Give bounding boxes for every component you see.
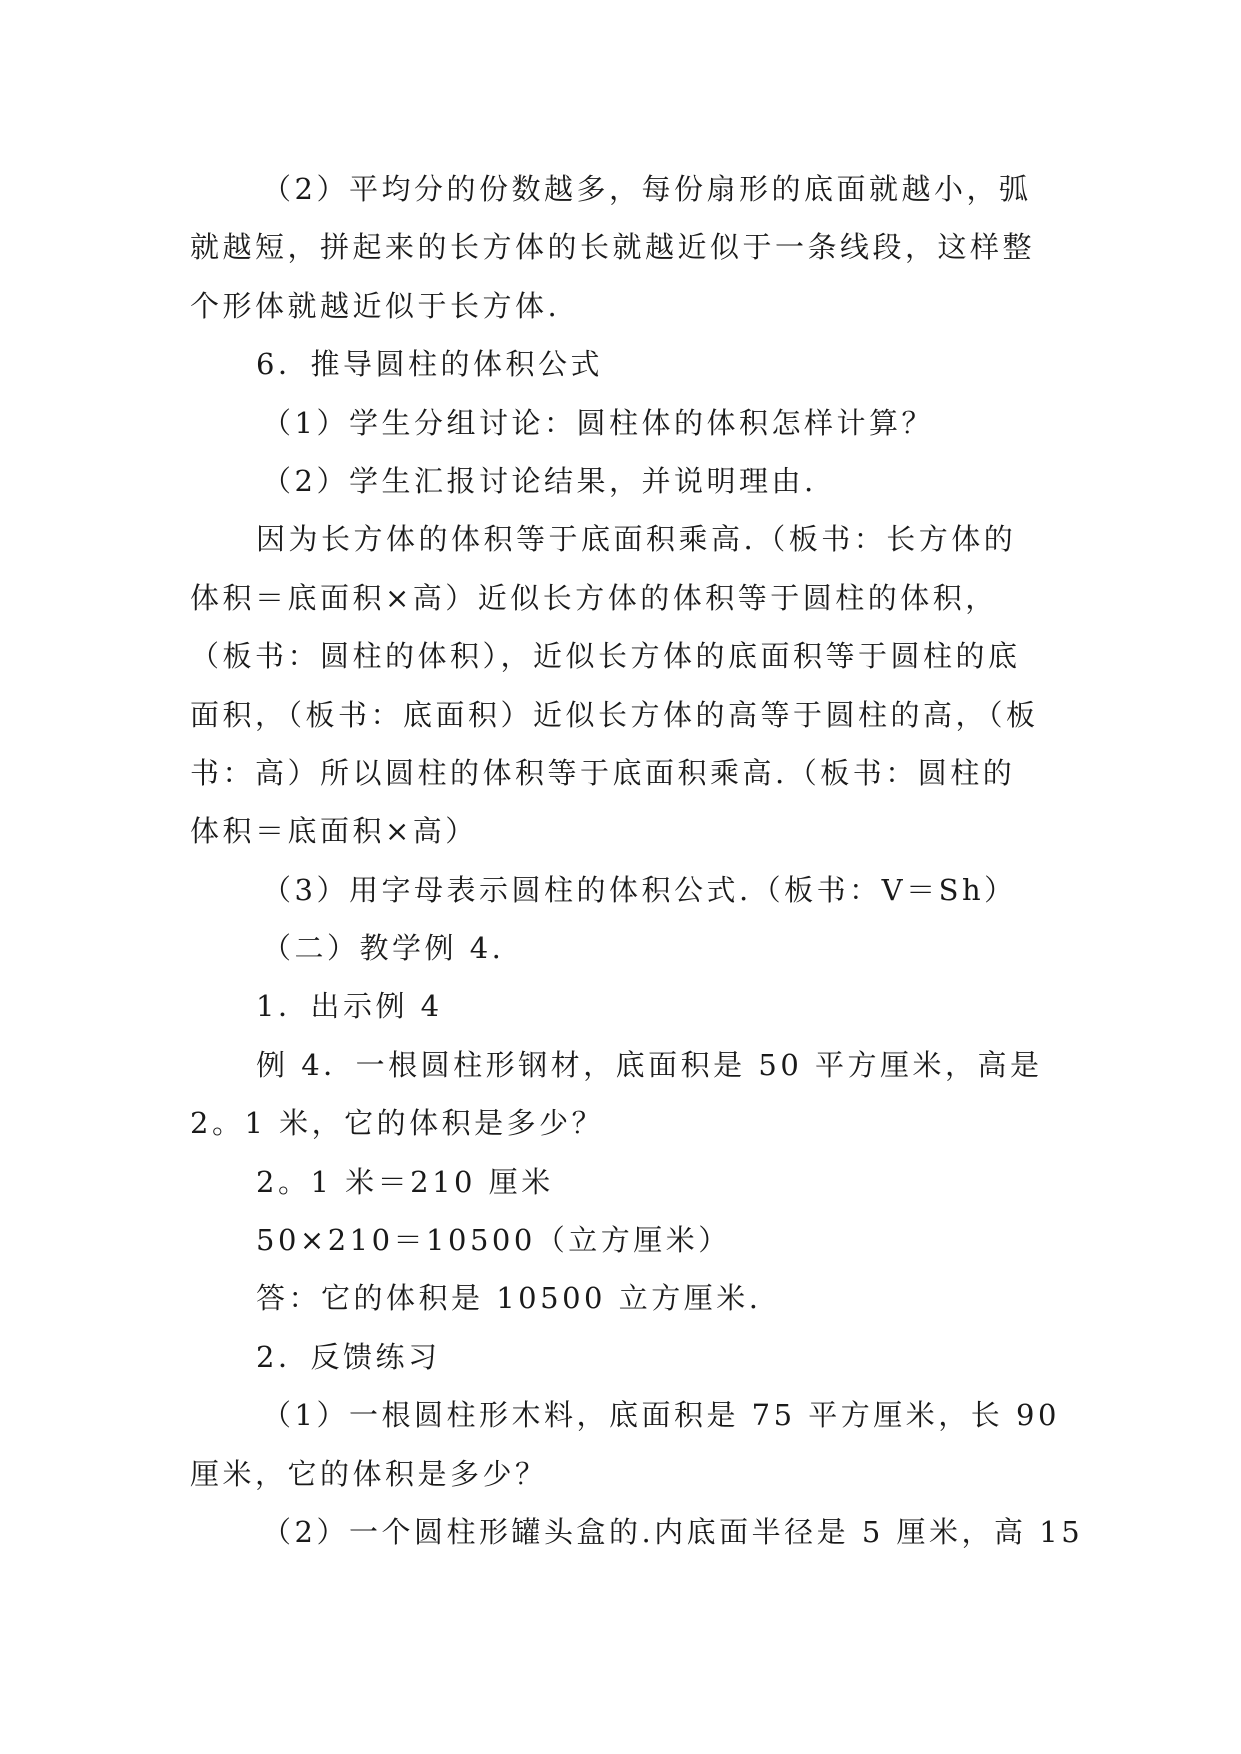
example-line: 例 4．一根圆柱形钢材，底面积是 50 平方厘米，高是 xyxy=(256,1047,1043,1082)
paragraph-line: 体积＝底面积×高）近似长方体的体积等于圆柱的体积， xyxy=(190,580,998,615)
paragraph-line: 体积＝底面积×高） xyxy=(190,814,478,849)
answer-line: 答：它的体积是 10500 立方厘米. xyxy=(256,1281,762,1316)
example-line: 2。1 米，它的体积是多少？ xyxy=(190,1106,605,1141)
section-heading: （二）教学例 4. xyxy=(262,931,505,966)
paragraph-line: 书：高）所以圆柱的体积等于底面积乘高.（板书：圆柱的 xyxy=(190,755,1016,790)
section-heading: 6．推导圆柱的体积公式 xyxy=(256,347,603,382)
exercise-line: （2）一个圆柱形罐头盒的.内底面半径是 5 厘米，高 15 xyxy=(262,1514,1084,1549)
section-heading: 1．出示例 4 xyxy=(256,989,443,1024)
section-heading: 2．反馈练习 xyxy=(256,1339,441,1374)
exercise-line: 厘米，它的体积是多少？ xyxy=(190,1456,548,1491)
paragraph-line: 面积，（板书：底面积）近似长方体的高等于圆柱的高，（板 xyxy=(190,697,1039,732)
document-body xyxy=(190,160,1084,1561)
formula-line: （3）用字母表示圆柱的体积公式.（板书：V＝Sh） xyxy=(262,872,1017,907)
paragraph-line: （1）学生分组讨论：圆柱体的体积怎样计算？ xyxy=(262,405,934,440)
exercise-line: （1）一根圆柱形木料，底面积是 75 平方厘米，长 90 xyxy=(262,1398,1060,1433)
paragraph-line: 就越短，拼起来的长方体的长就越近似于一条线段，这样整 xyxy=(190,230,1036,265)
calculation-line: 50×210＝10500（立方厘米） xyxy=(256,1223,731,1258)
calculation-line: 2。1 米＝210 厘米 xyxy=(256,1164,554,1199)
paragraph-line: 因为长方体的体积等于底面积乘高.（板书：长方体的 xyxy=(256,522,1017,557)
paragraph-line: （板书：圆柱的体积），近似长方体的底面积等于圆柱的底 xyxy=(190,639,1021,674)
paragraph-line: 个形体就越近似于长方体. xyxy=(190,288,561,323)
paragraph-line: （2）学生汇报讨论结果，并说明理由. xyxy=(262,463,817,498)
paragraph-line: （2）平均分的份数越多，每份扇形的底面就越小，弧 xyxy=(262,172,1032,206)
